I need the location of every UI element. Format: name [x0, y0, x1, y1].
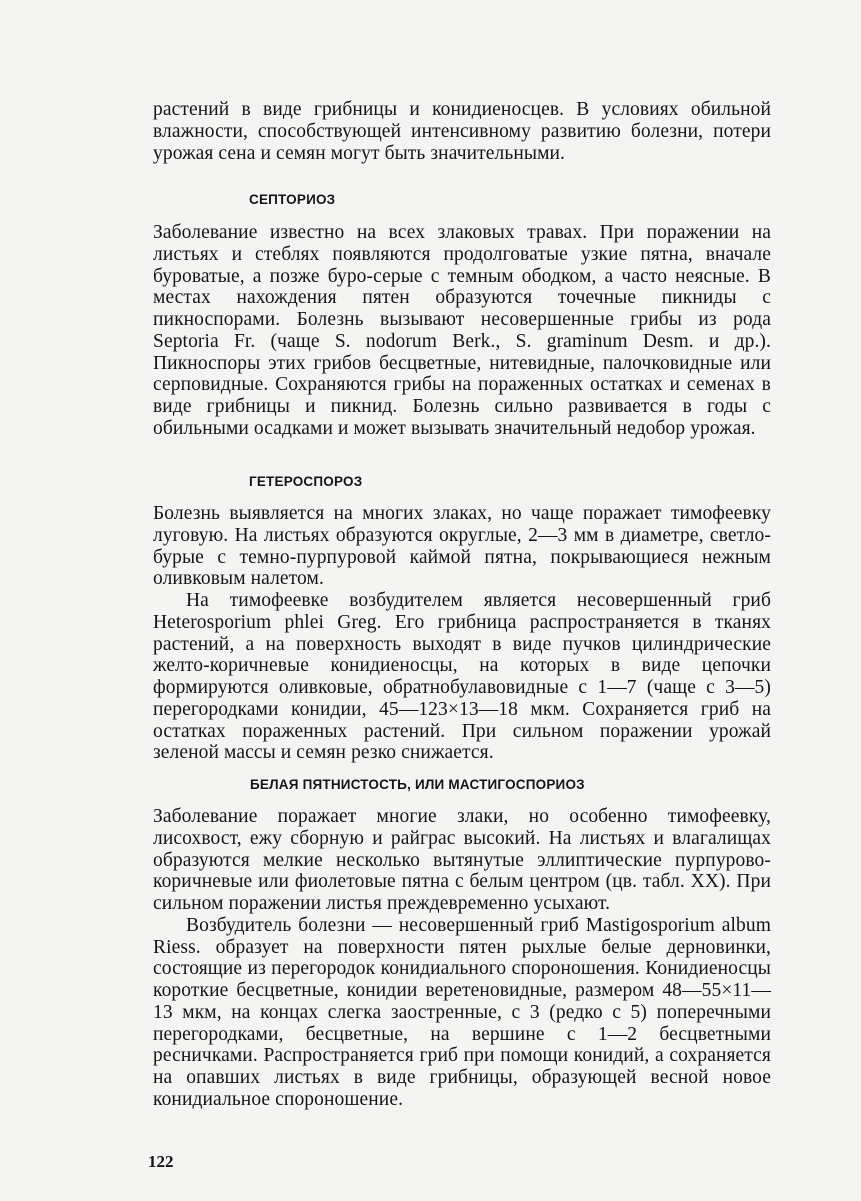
section-heading-septoriosis: СЕПТОРИОЗ: [249, 192, 336, 207]
section-heading-white-spot: БЕЛАЯ ПЯТНИСТОСТЬ, ИЛИ МАСТИГОСПОРИОЗ: [250, 777, 585, 792]
intro-paragraph: растений в виде грибницы и конидиеносцев. В условиях обильной влажности, способствующей интенсивному развитию болезни, потери урожая сена и семян могут быть значительными.: [153, 99, 771, 164]
paragraph: Болезнь выявляется на многих злаках, но чаще поражает тимофеевку луговую. На листьях образуются округлые, 2—3 мм в диаметре, светло-бурые с темно-пурпуровой каймой пятна, покрывающиеся нежным оливковым налетом.: [153, 503, 771, 590]
paragraph: Заболевание известно на всех злаковых травах. При поражении на листьях и стеблях появляются продолговатые узкие пятна, вначале буроватые, а позже буро-серые с темным ободком, а часто неясные. В местах нахождения пятен образуются точечные пикниды с пикноспорами. Болезнь вызывают несовершенные грибы из рода Septoria Fr. (чаще S. nodorum Berk., S. graminum Desm. и др.). Пикноспоры этих грибов бесцветные, нитевидные, палочковидные или серповидные. Сохраняются грибы на пораженных остатках и семенах в виде грибницы и пикнид. Болезнь сильно развивается в годы с обильными осадками и может вызывать значительный недобор урожая.: [153, 222, 771, 439]
section-body-heterosporosis: [153, 503, 771, 764]
section-body-septoriosis: [153, 222, 771, 440]
paragraph: Возбудитель болезни — несовершенный гриб Mastigosporium album Riess. образует на поверхности пятен рыхлые белые дерновинки, состоящие из перегородок конидиального спороношения. Конидиеносцы короткие бесцветные, конидии веретеновидные, размером 48—55×11—13 мкм, на концах слегка заостренные, с 3 (редко с 5) поперечными перегородками, бесцветные, на вершине с 1—2 бесцветными ресничками. Распространяется гриб при помощи конидий, а сохраняется на опавших листьях в виде грибницы, образующей весной новое конидиальное спороношение.: [153, 914, 771, 1110]
section-heading-heterosporosis: ГЕТЕРОСПОРОЗ: [249, 474, 363, 489]
section-body-white-spot: [153, 806, 771, 1111]
paragraph: На тимофеевке возбудителем является несовершенный гриб Heterosporium phlei Greg. Его грибница распространяется в тканях растений, а на поверхность выходят в виде пучков цилиндрические желто-коричневые конидиеносцы, на которых в виде цепочки формируются оливковые, обратнобулавовидные с 1—7 (чаще с 3—5) перегородками конидии, 45—123×13—18 мкм. Сохраняется гриб на остатках пораженных растений. При сильном поражении урожай зеленой массы и семян резко снижается.: [153, 590, 771, 764]
page-number: 122: [148, 1152, 174, 1171]
paragraph: Заболевание поражает многие злаки, но особенно тимофеевку, лисохвост, ежу сборную и райграс высокий. На листьях и влагалищах образуются мелкие несколько вытянутые эллиптические пурпурово-коричневые или фиолетовые пятна с белым центром (цв. табл. XX). При сильном поражении листья преждевременно усыхают.: [153, 806, 771, 914]
intro-block: [153, 99, 771, 164]
